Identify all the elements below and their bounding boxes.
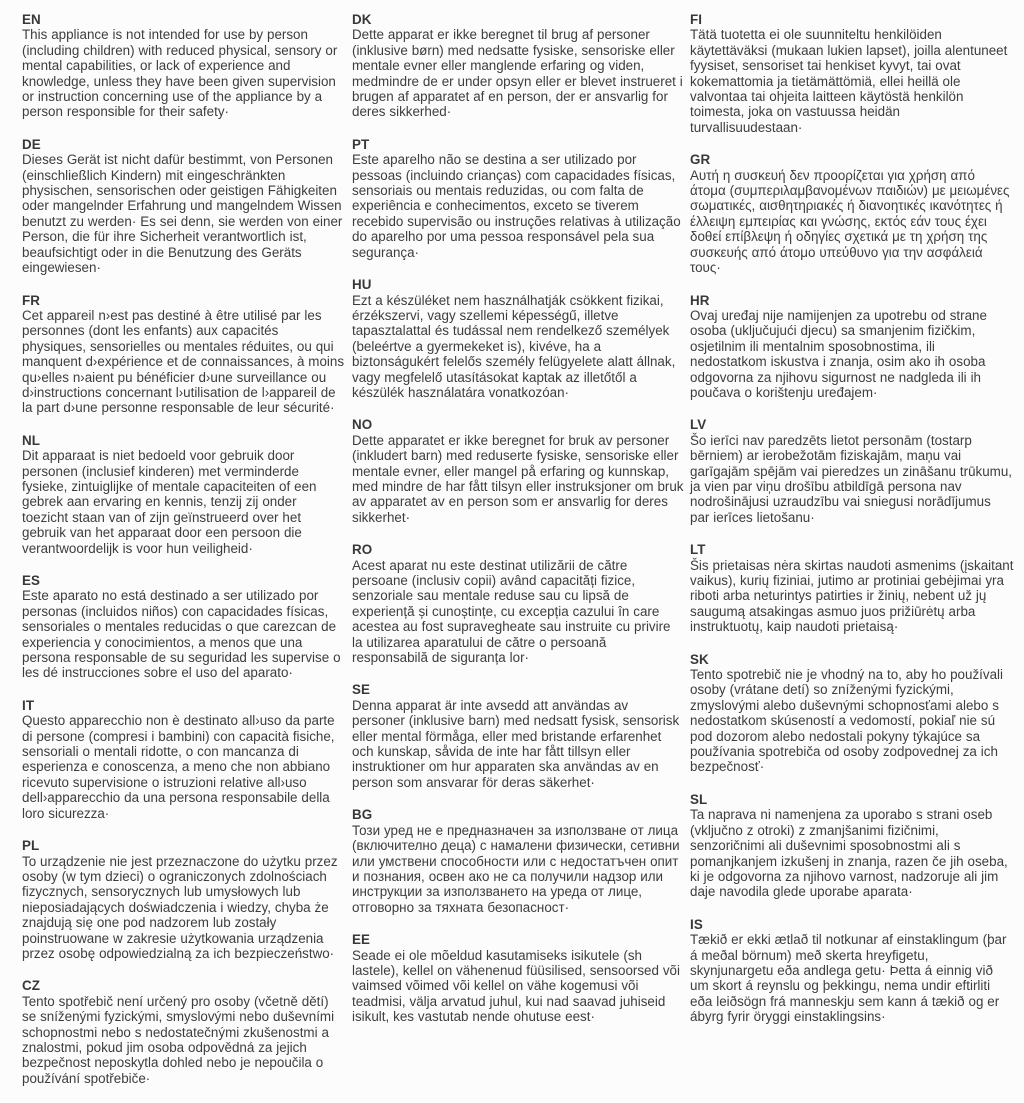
lang-code-is: IS (690, 916, 703, 932)
lang-code-gr: GR (690, 152, 711, 168)
lang-block-fi (690, 12, 1014, 135)
lang-text-ee: Seade ei ole mõeldud kasutamiseks isikutele (sh lastele), kellel on vähenenud füüsilised, sensoorsed või vaimsed võimed või kellel on vähe kogemusi või teadmisi, välja arvatud juhul, kui nad saavad juhiseid isikult, kes vastutab nende ohutuse eest· (352, 947, 680, 1025)
lang-text-ro: Acest aparat nu este destinat utilizării de către persoane (inclusiv copii) având capacități fizice, senzoriale sau mentale reduse sau cu lipsă de experiență și cunoștințe, cu excepția cazului în care acestea au fost supravegheate sau instruite cu privire la utilizarea aparatului de către o persoană responsabilă de siguranța lor· (352, 557, 671, 666)
lang-block-cz (22, 978, 346, 1086)
lang-text-no: Dette apparatet er ikke beregnet for bruk av personer (inkludert barn) med reduserte fysiske, sensoriske eller mentale evner, eller mangel på erfaring og kunnskap, med mindre de har fått tilsyn eller instruksjoner om bruk av apparatet av en person som er ansvarlig for deres sikkerhet· (352, 432, 684, 525)
lang-code-lv: LV (690, 417, 707, 433)
lang-text-lv: Šo ierīci nav paredzēts lietot personām (tostarp bērniem) ar ierobežotām fiziskajām, maņu vai garīgajām spējām vai pieredzes un zināšanu trūkumu, ja vien par viņu drošību atbildīgā persona nav nodrošinājusi uzraudzību vai sniegusi norādījumus par ierīces lietošanu· (690, 432, 1012, 525)
lang-block-gr (690, 152, 1014, 275)
lang-block-lt (690, 542, 1014, 634)
lang-text-cz: Tento spotřebič není určený pro osoby (včetně dětí) se sníženými fyzickými, smyslovými nebo duševními schopnostmi nebo s nedostatečnými zkušenostmi a znalostmi, pokud jim osoba odpovědná za jejich bezpečnost neposkytla dohled nebo je nepoučila o používání spotřebiče· (22, 993, 335, 1086)
lang-code-pl: PL (22, 838, 40, 854)
lang-text-pl: To urządzenie nie jest przeznaczone do użytku przez osoby (w tym dzieci) o ograniczonych zdolnościach fizycznych, sensorycznych lub umysłowych lub nieposiadających doświadczenia i wiedzy, chyba że znajdują się one pod nadzorem lub zostały poinstruowane w zakresie użytkowania urządzenia przez osobę odpowiedzialną za ich bezpieczeństwo· (22, 853, 338, 961)
lang-code-hr: HR (690, 292, 710, 308)
lang-block-es (22, 573, 346, 681)
lang-text-hu: Ezt a készüléket nem használhatják csökkent fizikai, érzékszervi, vagy szellemi képességű, illetve tapasztalattal és tudással nem rendelkező személyek (beleértve a gyermekeket is), kivéve, ha a biztonságukért felelős személy felügyelete alatt állnak, vagy megfelelő utasításokat kaptak az illetőtől a készülék használatára vonatkozóan· (352, 292, 676, 400)
lang-text-es: Este aparato no está destinado a ser utilizado por personas (incluidos niños) con capacidades físicas, sensoriales o mentales reducidas o que carezcan de experiencia y conocimientos, a menos que una persona responsable de su seguridad les supervise o les dé instrucciones sobre el uso del aparato· (22, 588, 341, 681)
lang-block-en (22, 12, 346, 120)
lang-block-lv (690, 417, 1014, 525)
lang-text-it: Questo apparecchio non è destinato all›uso da parte di persone (compresi i bambini) con capacità fisiche, sensoriali o mentali ridotte, o con mancanza di esperienza e conoscenza, a meno che non abbiano ricevuto supervisione o istruzioni relative all›uso dell›apparecchio da una persona responsabile della loro sicurezza· (22, 713, 335, 821)
lang-block-no (352, 417, 684, 525)
lang-code-fr: FR (22, 292, 41, 308)
lang-code-bg: BG (352, 807, 373, 823)
lang-text-nl: Dit apparaat is niet bedoeld voor gebruik door personen (inclusief kinderen) met verminderde fysieke, zintuiglijke of mentale capaciteiten of een gebrek aan ervaring en kennis, tenzij zij onder toezicht staan van of zijn geïnstrueerd over het gebruik van het apparaat door een persoon die verantwoordelijk is voor hun veiligheid· (22, 448, 317, 556)
lang-text-en: This appliance is not intended for use by person (including children) with reduced physical, sensory or mental capabilities, or lack of experience and knowledge, unless they have been given supervision or instruction concerning use of the appliance by a person responsible for their safety· (22, 27, 338, 120)
lang-code-lt: LT (690, 542, 706, 558)
lang-code-es: ES (22, 573, 41, 588)
lang-code-ro: RO (352, 542, 373, 558)
column-3 (690, 12, 1014, 1042)
lang-text-de: Dieses Gerät ist nicht dafür bestimmt, von Personen (einschließlich Kindern) mit eingeschränkten physischen, sensorischen oder geistigen Fähigkeiten oder mangelnder Erfahrung und mangelndem Wissen benutzt zu werden· Es sei denn, sie werden von einer Person, die für ihre Sicherheit verantwortlich ist, beaufsichtigt oder in die Benutzung des Geräts eingewiesen· (22, 152, 343, 276)
lang-block-hr (690, 293, 1014, 401)
lang-code-fi: FI (690, 12, 703, 27)
lang-block-bg (352, 807, 684, 915)
lang-text-gr: Αυτή η συσκευή δεν προορίζεται για χρήση από άτομα (συμπεριλαμβανομένων παιδιών) με μειωμένες σωματικές, αισθητηριακές ή διανοητικές ικανότητες ή έλλειψη εμπειρίας και γνώσης, εκτός εάν τους έχει δοθεί επίβλεψη ή οδηγίες σχετικά με τη χρήση της συσκευής από άτομο υπεύθυνο για την ασφάλειά τους· (690, 167, 1010, 276)
lang-text-is: Tækið er ekki ætlað til notkunar af einstaklingum (þar á meðal börnum) með skerta hreyfigetu, skynjunargetu eða andlega getu· Þetta á einnig við um skort á reynslu og þekkingu, nema undir eftirliti eða leiðsögn frá manneskju sem kann á tækið og er ábyrg fyrir öryggi einstaklingsins· (690, 932, 1007, 1025)
column-1 (22, 12, 346, 1103)
lang-code-pt: PT (352, 136, 370, 152)
lang-block-de (22, 137, 346, 276)
lang-block-pt (352, 137, 684, 260)
lang-code-it: IT (22, 697, 35, 713)
lang-block-dk (352, 12, 684, 120)
lang-code-dk: DK (352, 12, 372, 27)
lang-block-se (352, 682, 684, 790)
lang-text-hr: Ovaj uređaj nije namijenjen za upotrebu od strane osoba (uključujući djecu) sa smanjenim fizičkim, osjetilnim ili mentalnim sposobnostima, ili nedostatkom iskustva i znanja, osim ako ih osoba odgovorna za njihovu sigurnost ne nadgleda ili ih poučava o korištenju uređajem· (690, 307, 987, 400)
lang-text-dk: Dette apparat er ikke beregnet til brug af personer (inklusive børn) med nedsatte fysiske, sensoriske eller mentale evner eller manglende erfaring og viden, medmindre de er under opsyn eller er blevet instrueret i brugen af apparatet af en person, der er ansvarlig for deres sikkerhed· (352, 27, 683, 120)
lang-code-en: EN (22, 12, 41, 27)
lang-text-pt: Este aparelho não se destina a ser utilizado por pessoas (incluindo crianças) com capacidades físicas, sensoriais ou mentais reduzidas, ou com falta de experiência e conhecimentos, exceto se tiverem recebido supervisão ou instruções relativas à utilização do aparelho por uma pessoa responsável pela sua segurança· (352, 152, 681, 260)
lang-code-se: SE (352, 682, 371, 698)
lang-block-sk (690, 652, 1014, 775)
lang-text-bg: Този уред не е предназначен за използване от лица (включително деца) с намалени физически, сетивни или умствени способности или с недостатъчен опит и познания, освен ако не са получили надзор или инструкции за използването на уреда от лице, отговорно за тяхната безопасност· (352, 822, 680, 915)
lang-code-hu: HU (352, 277, 372, 293)
lang-block-is (690, 917, 1014, 1025)
lang-block-ee (352, 932, 684, 1024)
lang-code-no: NO (352, 417, 373, 433)
lang-text-lt: Šis prietaisas nėra skirtas naudoti asmenims (įskaitant vaikus), kurių fiziniai, jutimo ar protiniai gebėjimai yra riboti arba neturintys patirties ir žinių, nebent už jų saugumą atsakingas asmuo juos prižiūrėtų arba instruktuotų, kaip naudoti prietaisą· (690, 557, 1014, 635)
lang-code-sk: SK (690, 651, 709, 667)
lang-text-fi: Tätä tuotetta ei ole suunniteltu henkilöiden käytettäväksi (mukaan lukien lapset), joilla alentuneet fyysiset, sensoriset tai henkiset kyvyt, tai ovat kokemattomia ja tietämättömiä, ellei heillä ole valvontaa tai ohjeita laitteen käytöstä henkilön toimesta, joka on vastuussa heidän turvallisuudestaan· (690, 27, 1008, 135)
lang-block-nl (22, 433, 346, 556)
lang-block-ro (352, 542, 684, 665)
column-2 (352, 12, 684, 1042)
lang-block-hu (352, 277, 684, 400)
lang-block-it (22, 698, 346, 821)
lang-code-nl: NL (22, 432, 41, 448)
lang-code-de: DE (22, 136, 41, 152)
lang-text-sl: Ta naprava ni namenjena za uporabo s strani oseb (vključno z otroki) z zmanjšanimi fizičnimi, senzoričnimi ali duševnimi sposobnostmi ali s pomanjkanjem izkušenj in znanja, razen če jih oseba, ki je odgovorna za njihovo varnost, nadzoruje ali jim daje navodila glede uporabe aparata· (690, 807, 1008, 900)
lang-code-cz: CZ (22, 978, 41, 994)
lang-block-pl (22, 838, 346, 961)
lang-code-sl: SL (690, 791, 708, 807)
lang-text-sk: Tento spotrebič nie je vhodný na to, aby ho používali osoby (vrátane detí) so zníženými fyzickými, zmyslovými alebo duševnými schopnosťami alebo s nedostatkom skúseností a vedomostí, pokiaľ nie sú pod dozorom alebo nedostali pokyny týkajúce sa používania spotrebiča od osoby zodpovednej za ich bezpečnosť· (690, 667, 1003, 775)
lang-block-fr (22, 293, 346, 416)
lang-code-ee: EE (352, 932, 371, 948)
lang-text-fr: Cet appareil n›est pas destiné à être utilisé par les personnes (dont les enfants) aux capacités physiques, sensorielles ou mentales réduites, ou qui manquent d›expérience et de connaissances, à moins qu›elles n›aient pu bénéficier d›une surveillance ou d›instructions concernant l›utilisation de l›appareil de la part d›une personne responsable de leur sécurité· (22, 307, 345, 416)
lang-text-se: Denna apparat är inte avsedd att användas av personer (inklusive barn) med nedsatt fysisk, sensorisk eller mental förmåga, eller med bristande erfarenhet och kunskap, såvida de inte har fått tillsyn eller instruktioner om hur apparaten ska användas av en person som ansvarar för deras säkerhet· (352, 697, 680, 790)
lang-block-sl (690, 792, 1014, 900)
